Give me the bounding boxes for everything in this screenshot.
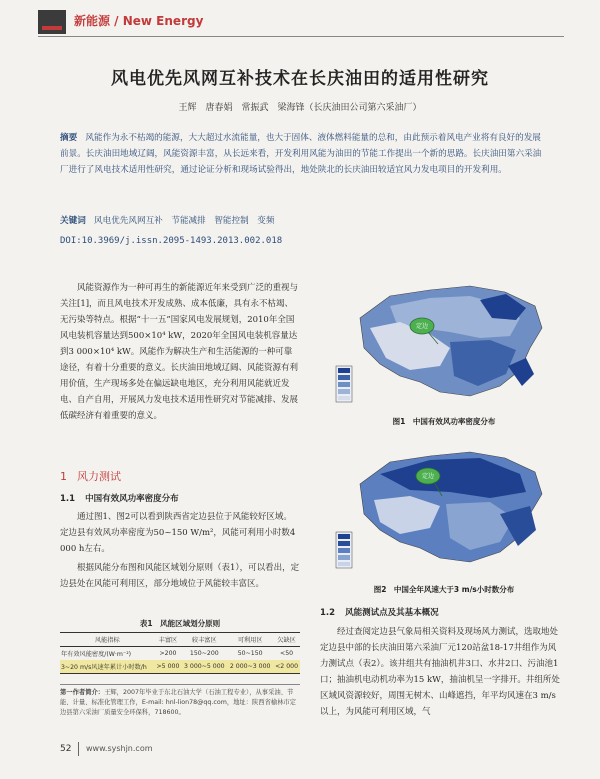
table-cell: 2 000~3 000 bbox=[227, 660, 273, 674]
footnote-text: 王辉，2007年毕业于东北石油大学（石油工程专业），从事采油、节能、计量、标准化管理工作，E-mail: hnl-lion78@qq.com，地址：陕西省榆林市定边县第六采油厂质量安全环保科，718600。 bbox=[60, 689, 297, 716]
table-row bbox=[60, 647, 300, 661]
table-header-row bbox=[60, 633, 300, 647]
subsection-heading-1-2 bbox=[320, 606, 439, 618]
map-marker-label: 定边 bbox=[415, 323, 429, 330]
wind-power-density-map bbox=[330, 278, 558, 408]
body-paragraph: 通过图1、图2可以看到陕西省定边县位于风能较好区域。定边县有效风功率密度为50~150 W/m²，风能可利用小时数4 000 h左右。 bbox=[60, 512, 296, 554]
table-header-cell: 可利用区 bbox=[227, 633, 273, 647]
abstract-label: 摘要 bbox=[60, 133, 78, 143]
subsection-number: 1.1 bbox=[60, 494, 76, 504]
table-header-cell: 较丰富区 bbox=[181, 633, 227, 647]
subsection-heading-1-1 bbox=[60, 492, 179, 504]
keywords-text: 风电优先风网互补 节能减排 智能控制 变频 bbox=[94, 216, 275, 226]
figure-2-caption: 图2 中国全年风速大于3 m/s小时数分布 bbox=[373, 585, 515, 594]
body-paragraph: 根据风能分布图和风能区域划分原则（表1），可以看出，定边县处在风能可利用区，部分地域位于风能较丰富区。 bbox=[60, 563, 300, 589]
footer-divider bbox=[78, 742, 79, 756]
table-cell: <50 bbox=[280, 650, 294, 657]
journal-website[interactable]: www.syshjn.com bbox=[86, 744, 153, 753]
table-cell: 50~150 bbox=[237, 650, 263, 657]
table-cell: 年有效风能密度/(W·m⁻²) bbox=[61, 651, 132, 658]
table-cell: <2 000 bbox=[273, 660, 300, 674]
keywords bbox=[60, 214, 274, 226]
intro-paragraph: 风能资源作为一种可再生的新能源近年来受到广泛的重视与关注[1]，而且风电技术开发成熟、成本低廉，具有永不枯竭、无污染等特点。根据“十一五”国家风电发展规划，2010年全国风电装机容量达到500×10⁴ kW，2020年全国风电装机容量达到3 000×10⁴ kW。风能作为解决生产和生活能源的一种可靠途径，有着十分重要的意义。长庆油田地域辽阔、风能资源有利用价值，生产现场多处在偏远缺电地区，充分利用风能就近发电、自产自用，开展风力发电技术适用性研究对节能减排、发展低碳经济有着重要的意义。 bbox=[60, 283, 299, 421]
table-cell: 3~20 m/s风速年累计小时数/h bbox=[60, 660, 155, 674]
body-paragraph: 经过查阅定边县气象局相关资料及现场风力测试，选取地处定边县中部的长庆油田第六采油厂元120站盆18-17井组作为风力测试点（表2）。该井组共有抽油机井3口、水井2口、污油池1口；抽油机电动机功率为15 kW，抽油机呈一字排开。井组所处区域风资源较好，周围无树木、山峰遮挡，年平均风速在3 m/s以上，为风能可利用区域，气 bbox=[320, 627, 560, 717]
subsection-number: 1.2 bbox=[320, 608, 336, 618]
section-header: 新能源 / New Energy bbox=[74, 14, 204, 28]
abstract bbox=[60, 130, 544, 178]
figure-1-caption: 图1 中国有效风功率密度分布 bbox=[392, 417, 496, 426]
keywords-label: 关键词 bbox=[60, 216, 86, 226]
table-cell: >200 bbox=[159, 650, 177, 657]
table-header-cell: 风能指标 bbox=[60, 633, 155, 647]
subsection-title: 中国有效风功率密度分布 bbox=[85, 494, 179, 504]
section-number: 1 bbox=[60, 470, 67, 483]
wind-hours-map bbox=[330, 444, 558, 574]
footnote-divider bbox=[60, 684, 300, 685]
table-cell: 150~200 bbox=[189, 650, 219, 657]
header-divider bbox=[38, 36, 564, 37]
abstract-text: 风能作为永不枯竭的能源，大大超过水流能量，也大于固体、液体燃料能量的总和，由此预示着风电产业将有良好的发展前景。长庆油田地域辽阔，风能资源丰富，从长远来看，开发利用风能为油田的节能工作提出一个新的思路。长庆油田第六采油厂进行了风电技术适用性研究，通过论证分析和现场试验得出，地处陕北的长庆油田较适宜风力发电项目的开发利用。 bbox=[60, 133, 542, 175]
doi-link[interactable]: DOI:10.3969/j.issn.2095-1493.2013.002.018 bbox=[60, 236, 283, 246]
map-marker-label: 定边 bbox=[421, 473, 435, 480]
table-cell: 3 000~5 000 bbox=[181, 660, 227, 674]
section-title: 风力测试 bbox=[77, 470, 121, 483]
page-number: 52 bbox=[60, 744, 72, 754]
table-header-cell: 丰富区 bbox=[155, 633, 182, 647]
section-heading-1 bbox=[60, 468, 121, 484]
table-cell: >5 000 bbox=[155, 660, 182, 674]
author-footnote bbox=[60, 688, 300, 718]
footnote-label: 第一作者简介： bbox=[60, 689, 105, 696]
subsection-title: 风能测试点及其基本概况 bbox=[345, 608, 439, 618]
table-header-cell: 欠缺区 bbox=[273, 633, 300, 647]
wind-zone-table bbox=[60, 632, 300, 674]
article-authors: 王辉 唐春娟 常振武 梁海锋（长庆油田公司第六采油厂） bbox=[178, 103, 422, 113]
table-caption: 表1 风能区域划分原则 bbox=[139, 619, 221, 628]
table-row bbox=[60, 660, 300, 674]
article-title: 风电优先风网互补技术在长庆油田的适用性研究 bbox=[111, 69, 489, 89]
header-tab-marker bbox=[38, 10, 66, 34]
